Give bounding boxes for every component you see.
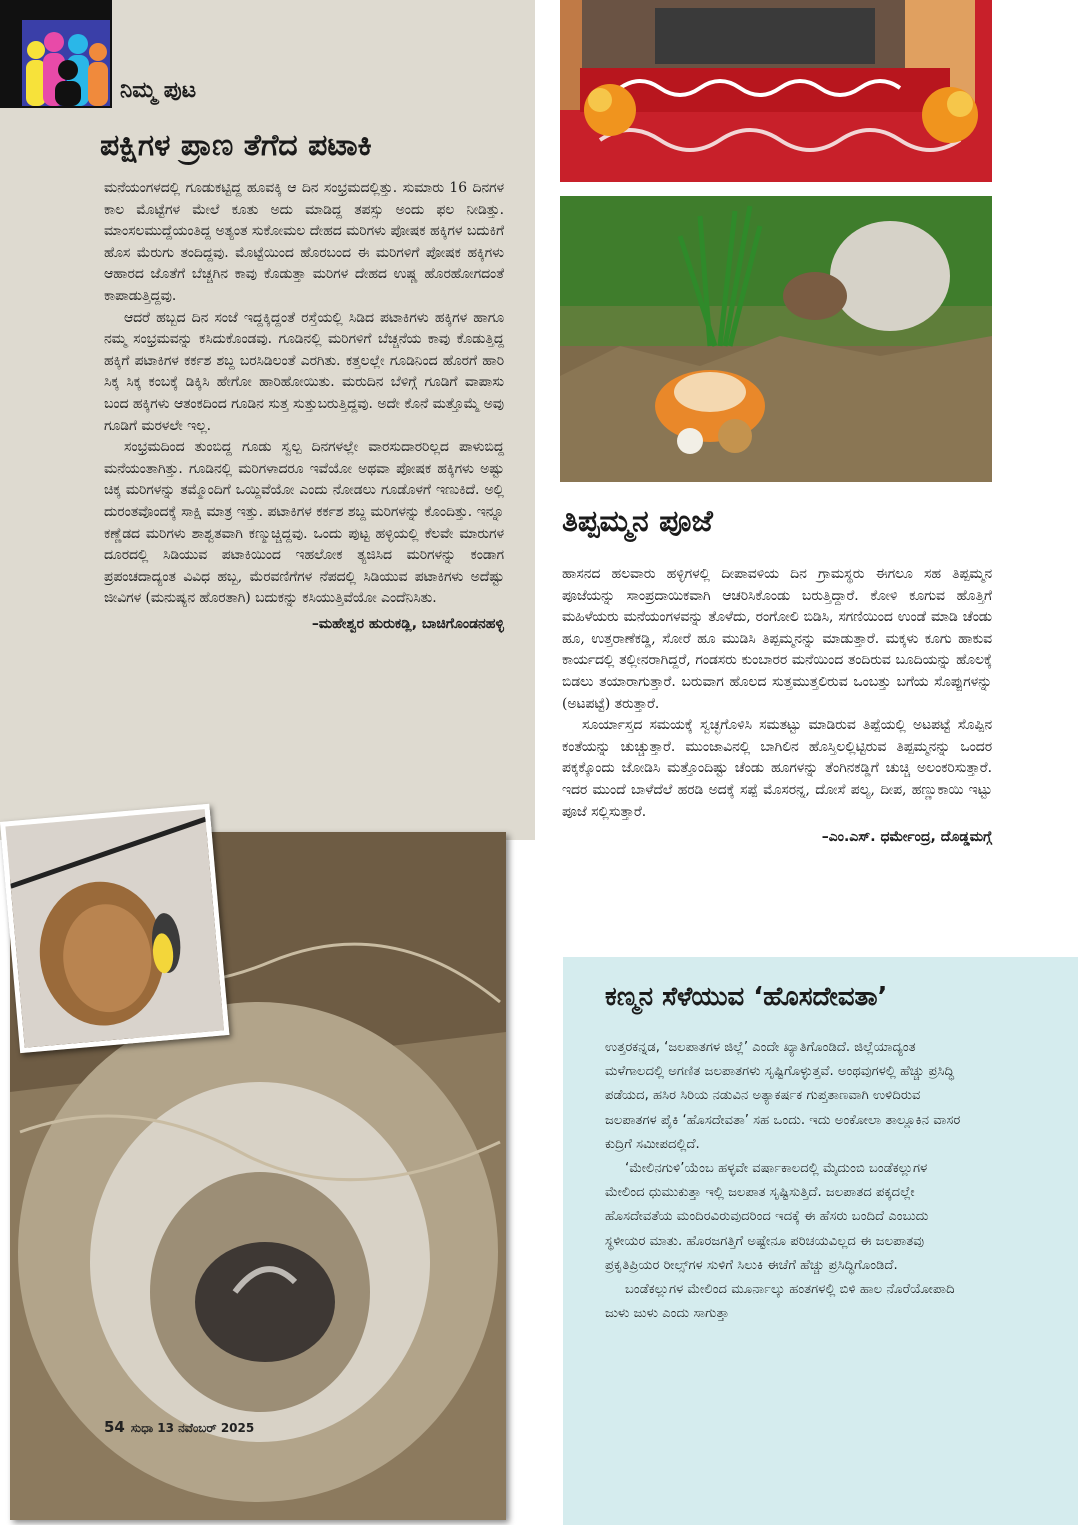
article-body — [104, 178, 504, 632]
paragraph: ಸಂಭ್ರಮದಿಂದ ತುಂಬಿದ್ದ ಗೂಡು ಸ್ವಲ್ಪ ದಿನಗಳಲ್ಲೇ ವಾರಸುದಾರರಿಲ್ಲದ ಪಾಳುಬಿದ್ದ ಮನೆಯಂತಾಗಿತ್ತು. ಗೂಡಿನಲ್ಲಿ ಮರಿಗಳಾದರೂ ಇವೆಯೋ ಅಥವಾ ಪೋಷಕ ಹಕ್ಕಿಗಳು ಅಷ್ಟು ಚಿಕ್ಕ ಮರಿಗಳನ್ನು ತಮ್ಮೊಂದಿಗೆ ಒಯ್ದಿವೆಯೋ ಎಂದು ನೋಡಲು ಗೂಡೊಳಗೆ ಇಣುಕಿದೆ. ಅಲ್ಲಿ ದುರಂತವೊಂದಕ್ಕೆ ಸಾಕ್ಷಿ ಮಾತ್ರ ಇತ್ತು. ಪಟಾಕಿಗಳ ಕರ್ಕಶ ಶಬ್ದ ಮರಿಗಳನ್ನು ಕೊಂದಿತ್ತು. ಇನ್ನೂ ಕಣ್ಣೆಡದ ಮರಿಗಳು ಶಾಶ್ವತವಾಗಿ ಕಣ್ಮುಚ್ಚಿದ್ದವು. ಒಂದು ಪುಟ್ಟ ಹಳ್ಳಿಯಲ್ಲಿ ಕೆಲವೇ ಮಾರುಗಳ ದೂರದಲ್ಲಿ ಸಿಡಿಯುವ ಪಟಾಕಿಯಿಂದ ಇಹಲೋಕ ತ್ಯಜಿಸಿದ ಮರಿಗಳನ್ನು ಕಂಡಾಗ ಪ್ರಪಂಚದಾದ್ಯಂತ ವಿವಿಧ ಹಬ್ಬ, ಮೆರವಣಿಗೆಗಳ ನೆಪದಲ್ಲಿ ಸಿಡಿಯುವ ಪಟಾಕಿಗಳು ಅದೆಷ್ಟು ಜೀವಿಗಳ (ಮನುಷ್ಯನ ಹೊರತಾಗಿ) ಬದುಕನ್ನು ಕಸಿಯುತ್ತಿವೆಯೋ ಎಂದೆನಿಸಿತು. — [104, 439, 504, 607]
paragraph: ಬಂಡೆಕಲ್ಲುಗಳ ಮೇಲಿಂದ ಮೂರ್ನಾಲ್ಕು ಹಂತಗಳಲ್ಲಿ ಬಿಳಿ ಹಾಲ ನೊರೆಯೋಪಾದಿ ಜುಳು ಜುಳು ಎಂದು ಸಾಗುತ್ತಾ — [605, 1282, 955, 1322]
byline: –ಮಹೇಶ್ವರ ಹುರುಕಡ್ಲಿ, ಬಾಚಿಗೊಂಡನಹಳ್ಳಿ — [311, 615, 504, 632]
article-body — [562, 564, 992, 845]
section-logo — [0, 0, 112, 108]
paragraph: ‘ಮೇಲಿನಗುಳಿ’ಯೆಂಬ ಹಳ್ಳವೇ ವರ್ಷಾಕಾಲದಲ್ಲಿ ಮೈದುಂಬಿ ಬಂಡೆಕಲ್ಲುಗಳ ಮೇಲಿಂದ ಧುಮುಕುತ್ತಾ ಇಲ್ಲಿ ಜಲಪಾತ ಸೃಷ್ಟಿಸುತ್ತಿದೆ. ಜಲಪಾತದ ಪಕ್ಕದಲ್ಲೇ ಹೊಸದೇವತೆಯ ಮಂದಿರವಿರುವುದರಿಂದ ಇದಕ್ಕೆ ಈ ಹೆಸರು ಬಂದಿದೆ ಎಂಬುದು ಸ್ಥಳೀಯರ ಮಾತು. ಹೊರಜಗತ್ತಿಗೆ ಅಷ್ಟೇನೂ ಪರಿಚಯವಿಲ್ಲದ ಈ ಜಲಪಾತವು ಪ್ರಕೃತಿಪ್ರಿಯರ ರೀಲ್ಸ್‌ಗಳ ಸುಳಿಗೆ ಸಿಲುಕಿ ಈಚೆಗೆ ಹೆಚ್ಚು ಪ್ರಸಿದ್ಧಿಗೊಂಡಿದೆ. — [605, 1161, 929, 1273]
article-title: ಕಣ್ಮನ ಸೆಳೆಯುವ ‘ಹೊಸದೇವತಾ’ — [605, 982, 888, 1012]
paragraph: ಆದರೆ ಹಬ್ಬದ ದಿನ ಸಂಜೆ ಇದ್ದಕ್ಕಿದ್ದಂತೆ ರಸ್ತೆಯಲ್ಲಿ ಸಿಡಿದ ಪಟಾಕಿಗಳು ಹಕ್ಕಿಗಳ ಹಾಗೂ ನಮ್ಮ ಸಂಭ್ರಮವನ್ನು ಕಸಿದುಕೊಂಡವು. ಗೂಡಿನಲ್ಲಿ ಮರಿಗಳಿಗೆ ಬೆಚ್ಚನೆಯ ಕಾವು ಕೊಡುತ್ತಿದ್ದ ಹಕ್ಕಿಗೆ ಪಟಾಕಿಗಳ ಕರ್ಕಶ ಶಬ್ದ ಬರಸಿಡಿಲಂತೆ ಎರಗಿತು. ಕತ್ತಲಲ್ಲೇ ಗೂಡಿನಿಂದ ಹೊರಗೆ ಹಾರಿ ಸಿಕ್ಕ ಸಿಕ್ಕ ಕಂಬಕ್ಕೆ ಡಿಕ್ಕಿಸಿ ಹೇಗೋ ಹಾರಿಹೋಯಿತು. ಮರುದಿನ ಬೆಳಿಗ್ಗೆ ಗೂಡಿಗೆ ವಾಪಾಸು ಬಂದ ಹಕ್ಕಿಗಳು ಆತಂಕದಿಂದ ಗೂಡಿನ ಸುತ್ತ ಸುತ್ತುಬರುತ್ತಿದ್ದವು. ಅದೇ ಕೊನೆ ಮತ್ತೊಮ್ಮೆ ಅವು ಗೂಡಿಗೆ ಮರಳಲೇ ಇಲ್ಲ. — [104, 309, 504, 434]
byline: –ಎಂ.ಎಸ್‌. ಧರ್ಮೇಂದ್ರ, ದೊಡ್ಡಮಗ್ಗೆ — [821, 829, 992, 846]
sunbird-nest-photo — [0, 804, 229, 1053]
section-label: ನಿಮ್ಮ ಪುಟ — [120, 78, 197, 103]
paragraph: ಮನೆಯಂಗಳದಲ್ಲಿ ಗೂಡುಕಟ್ಟಿದ್ದ ಹೂವಕ್ಕಿ ಆ ದಿನ ಸಂಭ್ರಮದಲ್ಲಿತ್ತು. ಸುಮಾರು 16 ದಿನಗಳ ಕಾಲ ಮೊಟ್ಟೆಗಳ ಮೇಲೆ ಕೂತು ಅದು ಮಾಡಿದ್ದ ತಪಸ್ಸು ಅಂದು ಫಲ ನೀಡಿತ್ತು. ಮಾಂಸಲಮುದ್ದೆಯಂತಿದ್ದ ಅತ್ಯಂತ ಸುಕೋಮಲ ದೇಹದ ಮರಿಗಳು ಪೋಷಕ ಹಕ್ಕಿಗಳ ಬದುಕಿಗೆ ಹೊಸ ಮೆರುಗು ತಂದಿದ್ದವು. ಮೊಟ್ಟೆಯಿಂದ ಹೊರಬಂದ ಈ ಮರಿಗಳಿಗೆ ಪೋಷಕ ಹಕ್ಕಿಗಳು ಆಹಾರದ ಜೊತೆಗೆ ಬೆಚ್ಚಗಿನ ಕಾವು ಕೊಡುತ್ತಾ ಮರಿಗಳ ದೇಹದ ಉಷ್ಣ ಹೊರಹೋಗದಂತೆ ಕಾಪಾಡುತ್ತಿದ್ದವು. — [104, 180, 504, 304]
article-title: ತಿಪ್ಪಮ್ಮನ ಪೂಜೆ — [562, 504, 713, 539]
article-body — [605, 1036, 965, 1326]
paragraph: ಸೂರ್ಯಾಸ್ತದ ಸಮಯಕ್ಕೆ ಸ್ವಚ್ಛಗೊಳಿಸಿ ಸಮತಟ್ಟು ಮಾಡಿರುವ ತಿಪ್ಪೆಯಲ್ಲಿ ಅಟಪಟ್ಟೆ ಸೊಪ್ಪಿನ ಕಂತೆಯನ್ನು ಚುಚ್ಚುತ್ತಾರೆ. ಮುಂಜಾವಿನಲ್ಲಿ ಬಾಗಿಲಿನ ಹೊಸ್ತಿಲಲ್ಲಿಟ್ಟಿರುವ ತಿಪ್ಪಮ್ಮನನ್ನು ಒಂದರ ಪಕ್ಕಕ್ಕೊಂದು ಜೋಡಿಸಿ ಮತ್ತೊಂದಿಷ್ಟು ಚೆಂಡು ಹೂಗಳನ್ನು ತೆಂಗಿನಕಡ್ಡಿಗೆ ಚುಚ್ಚಿ ಅಲಂಕರಿಸುತ್ತಾರೆ. ಇದರ ಮುಂದೆ ಬಾಳೆದೆಲೆ ಹರಡಿ ಅದಕ್ಕೆ ಸಪ್ಪೆ ಮೊಸರನ್ನ, ದೋಸೆ ಪಲ್ಯ, ದೀಪ, ಹಣ್ಣುಕಾಯಿ ಇಟ್ಟು ಪೂಜೆ ಸಲ್ಲಿಸುತ್ತಾರೆ. — [562, 717, 992, 820]
page-number: 54 — [104, 1418, 125, 1436]
paragraph: ಹಾಸನದ ಹಲವಾರು ಹಳ್ಳಿಗಳಲ್ಲಿ ದೀಪಾವಳಿಯ ದಿನ ಗ್ರಾಮಸ್ಥರು ಈಗಲೂ ಸಹ ತಿಪ್ಪಮ್ಮನ ಪೂಜೆಯನ್ನು ಸಾಂಪ್ರದಾಯಿಕವಾಗಿ ಆಚರಿಸಿಕೊಂಡು ಬರುತ್ತಿದ್ದಾರೆ. ಕೋಳಿ ಕೂಗುವ ಹೊತ್ತಿಗೆ ಮಹಿಳೆಯರು ಮನೆಯಂಗಳವನ್ನು ತೊಳೆದು, ರಂಗೋಲಿ ಬಿಡಿಸಿ, ಸಗಣಿಯಿಂದ ಉಂಡೆ ಮಾಡಿ ಚೆಂಡು ಹೂ, ಉತ್ತರಾಣೆಕಡ್ಡಿ, ಸೋರೆ ಹೂ ಮುಡಿಸಿ ತಿಪ್ಪಮ್ಮನನ್ನು ಮಾಡುತ್ತಾರೆ. ಮಕ್ಕಳು ಕೂಗು ಹಾಕುವ ಕಾರ್ಯದಲ್ಲಿ ತಲ್ಲೀನರಾಗಿದ್ದರೆ, ಗಂಡಸರು ಕುಂಬಾರರ ಮನೆಯಿಂದ ತಂದಿರುವ ಬೂದಿಯನ್ನು ಹೊಲಕ್ಕೆ ಬಿಡಲು ತಯಾರಾಗುತ್ತಾರೆ. ಬರುವಾಗ ಹೊಲದ ಸುತ್ತಮುತ್ತಲಿರುವ ಒಂಬತ್ತು ಬಗೆಯ ಸೊಪ್ಪುಗಳನ್ನು (ಅಟಪಟ್ಟೆ) ತರುತ್ತಾರೆ. — [562, 566, 992, 712]
issue-date: ಸುಧಾ 13 ನವೆಂಬರ್ 2025 — [130, 1421, 255, 1435]
tippamma-puja-photo — [560, 196, 992, 482]
people-silhouettes-icon — [22, 20, 110, 106]
article-title: ಪಕ್ಷಿಗಳ ಪ್ರಾಣ ತೆಗೆದ ಪಟಾಕಿ — [100, 128, 372, 163]
page-footer — [104, 1418, 254, 1436]
paragraph: ಉತ್ತರಕನ್ನಡ, ‘ಜಲಪಾತಗಳ ಜಿಲ್ಲೆ’ ಎಂದೇ ಖ್ಯಾತಿಗೊಂಡಿದೆ. ಜಿಲ್ಲೆಯಾದ್ಯಂತ ಮಳೆಗಾಲದಲ್ಲಿ ಅಗಣಿತ ಜಲಪಾತಗಳು ಸೃಷ್ಟಿಗೊಳ್ಳುತ್ತವೆ. ಅಂಥವುಗಳಲ್ಲಿ ಹೆಚ್ಚು ಪ್ರಸಿದ್ಧಿ ಪಡೆಯದ, ಹಸಿರ ಸಿರಿಯ ನಡುವಿನ ಅತ್ಯಾಕರ್ಷಕ ಗುಪ್ತತಾಣವಾಗಿ ಉಳಿದಿರುವ ಜಲಪಾತಗಳ ಪೈಕಿ ‘ಹೊಸದೇವತಾ’ ಸಹ ಒಂದು. ಇದು ಅಂಕೋಲಾ ತಾಲ್ಲೂಕಿನ ವಾಸರ ಕುದ್ರಿಗೆ ಸಮೀಪದಲ್ಲಿದೆ. — [605, 1040, 961, 1152]
doorstep-rangoli-photo — [560, 0, 992, 182]
